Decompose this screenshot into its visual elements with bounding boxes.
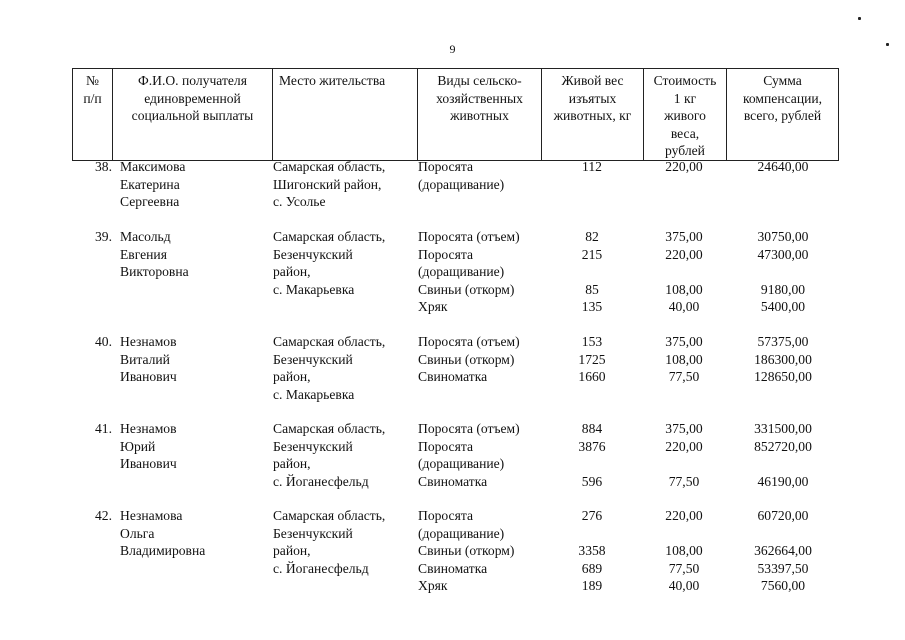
table-row (72, 333, 838, 420)
header-line: Сумма (763, 73, 802, 88)
header-line: животных, кг (553, 108, 632, 123)
record-number: 38. (95, 159, 112, 174)
header-line: всего, рублей (743, 108, 822, 123)
header-line: компенсации, (742, 90, 823, 106)
header-residence (273, 69, 418, 161)
recipient-name: Незнамов Виталий Иванович (120, 334, 177, 384)
live-weight: 112 (582, 159, 602, 174)
residence: Самарская область, Безенчукский район, с. Йоганесфельд (273, 421, 386, 489)
live-weight: 884 3876 596 (578, 421, 606, 489)
table-header (72, 68, 839, 161)
header-line: Живой вес (561, 73, 624, 88)
residence: Самарская область, Безенчукский район, с. Макарьевка (273, 334, 386, 402)
live-weight: 276 3358 689 189 (578, 508, 606, 593)
animal-types: Поросята (доращивание) Свиньи (откорм) Свиноматка Хряк (418, 508, 515, 593)
header-live-weight (542, 69, 644, 161)
compensation-sum: 30750,00 47300,00 9180,00 5400,00 (757, 229, 809, 314)
recipient-name: Масольд Евгения Викторовна (120, 229, 189, 279)
record-number: 42. (95, 508, 112, 523)
table-row (72, 507, 838, 597)
price-per-kg: 375,00 220,00 108,00 40,00 (665, 229, 703, 314)
header-line: п/п (83, 90, 102, 106)
recipient-name: Незнамов Юрий Иванович (120, 421, 177, 471)
record-number: 41. (95, 421, 112, 436)
table-row (72, 158, 838, 228)
residence: Самарская область, Безенчукский район, с. Йоганесфельд (273, 508, 386, 576)
record-number: 39. (95, 229, 112, 244)
page-number: 9 (449, 42, 456, 56)
header-recipient-name (113, 69, 273, 161)
live-weight: 153 1725 1660 (578, 334, 606, 384)
header-line: изъятых (568, 90, 617, 106)
recipient-name: Максимова Екатерина Сергеевна (120, 159, 186, 209)
compensation-sum: 24640,00 (757, 159, 809, 174)
price-per-kg: 220,00 (665, 159, 703, 174)
header-line: животных (450, 108, 509, 123)
compensation-sum: 331500,00 852720,00 46190,00 (754, 421, 812, 489)
residence: Самарская область, Безенчукский район, с. Макарьевка (273, 229, 386, 297)
header-line: единовременной (144, 90, 241, 106)
header-line: Стоимость (653, 73, 717, 88)
header-line: Место жительства (279, 73, 386, 88)
header-line: рублей (665, 143, 705, 158)
animal-types: Поросята (доращивание) (418, 159, 505, 192)
header-line: № (86, 73, 99, 88)
table-row (72, 420, 838, 507)
header-row (73, 69, 839, 161)
header-line: Виды сельско- (437, 73, 522, 88)
recipient-name: Незнамова Ольга Владимировна (120, 508, 206, 558)
header-line: социальной выплаты (131, 108, 254, 123)
animal-types: Поросята (отъем) Поросята (доращивание) Свиноматка (418, 421, 520, 489)
header-line: 1 кг (673, 90, 697, 106)
scan-speck (886, 43, 889, 46)
price-per-kg: 375,00 220,00 77,50 (665, 421, 703, 489)
header-animal-types (418, 69, 542, 161)
residence: Самарская область, Шигонский район, с. Усолье (273, 159, 386, 209)
header-line: живого (664, 108, 706, 123)
header-price-per-kg (644, 69, 727, 161)
compensation-sum: 60720,00 362664,00 53397,50 7560,00 (754, 508, 812, 593)
header-number (73, 69, 113, 161)
animal-types: Поросята (отъем) Свиньи (откорм) Свиноматка (418, 334, 520, 384)
record-number: 40. (95, 334, 112, 349)
price-per-kg: 375,00 108,00 77,50 (665, 334, 703, 384)
animal-types: Поросята (отъем) Поросята (доращивание) Свиньи (откорм) Хряк (418, 229, 520, 314)
compensation-sum: 57375,00 186300,00 128650,00 (754, 334, 812, 384)
table-row (72, 228, 838, 333)
header-line: Ф.И.О. получателя (138, 73, 247, 88)
header-compensation-sum (727, 69, 839, 161)
price-per-kg: 220,00 108,00 77,50 40,00 (665, 508, 703, 593)
scan-speck (858, 17, 861, 20)
live-weight: 82 215 85 135 (581, 229, 603, 314)
header-line: хозяйственных (436, 90, 523, 106)
table-body (72, 158, 838, 597)
header-line: веса, (670, 125, 700, 141)
